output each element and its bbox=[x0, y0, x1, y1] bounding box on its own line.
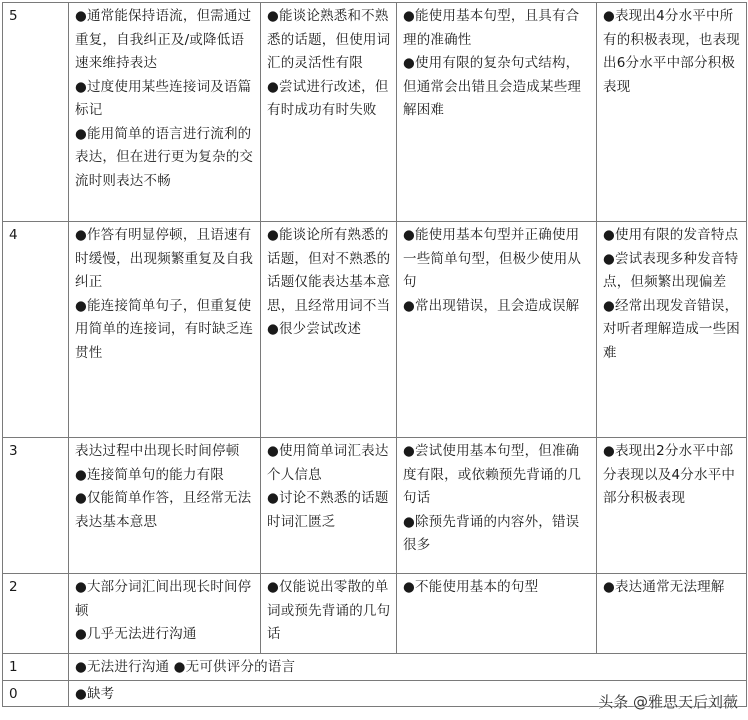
rubric-row-band-3 bbox=[3, 438, 747, 574]
descriptor-grammatical-range bbox=[397, 3, 597, 222]
descriptor-grammatical-range bbox=[397, 574, 597, 654]
rubric-row-band-4 bbox=[3, 222, 747, 438]
rubric-body bbox=[3, 3, 747, 707]
rubric-row-band-1 bbox=[3, 654, 747, 681]
descriptor-point: ●除预先背诵的内容外，错误很多 bbox=[403, 513, 580, 553]
band-score: 5 bbox=[3, 3, 69, 222]
descriptor-point: ●连接简单句的能力有限 bbox=[75, 466, 224, 483]
descriptor-point: ●能用简单的语言进行流利的表达，但在进行更为复杂的交流时则表达不畅 bbox=[75, 125, 254, 189]
band-descriptor-merged: ●无法进行沟通 ●无可供评分的语言 bbox=[69, 654, 747, 681]
band-score: 3 bbox=[3, 438, 69, 574]
descriptor-point: ●尝试进行改述，但有时成功有时失败 bbox=[267, 78, 389, 118]
descriptor-point: ●尝试表现多种发音特点，但频繁出现偏差 bbox=[603, 250, 739, 290]
band-score: 0 bbox=[3, 680, 69, 707]
descriptor-point: ●过度使用某些连接词及语篇标记 bbox=[75, 78, 252, 118]
descriptor-point: ●能使用基本句型，且具有合理的准确性 bbox=[403, 8, 580, 48]
descriptor-point: ●能谈论所有熟悉的话题，但对不熟悉的话题仅能表达基本意思，且经常用词不当 bbox=[267, 227, 391, 314]
descriptor-fluency-coherence bbox=[69, 438, 261, 574]
descriptor-pronunciation bbox=[597, 574, 747, 654]
descriptor-lexical-resource bbox=[261, 438, 397, 574]
descriptor-point: ●能使用基本句型并正确使用一些简单句型，但极少使用从句 bbox=[403, 227, 582, 290]
descriptor-point: ●经常出现发音错误，对听者理解造成一些困难 bbox=[603, 297, 740, 361]
descriptor-fluency-coherence bbox=[69, 222, 261, 438]
descriptor-grammatical-range bbox=[397, 222, 597, 438]
descriptor-point: ●尝试使用基本句型，但准确度有限，或依赖预先背诵的几句话 bbox=[403, 443, 582, 506]
descriptor-point: ●几乎无法进行沟通 bbox=[75, 626, 197, 642]
rubric-row-band-2 bbox=[3, 574, 747, 654]
descriptor-pronunciation bbox=[597, 222, 747, 438]
band-score: 2 bbox=[3, 574, 69, 654]
descriptor-point: ●能谈论熟悉和不熟悉的话题，但使用词汇的灵活性有限 bbox=[267, 8, 391, 71]
descriptor-point: ●仅能说出零散的单词或预先背诵的几句话 bbox=[267, 579, 391, 642]
descriptor-fluency-coherence bbox=[69, 3, 261, 222]
descriptor-point: ●大部分词汇间出现长时间停顿 bbox=[75, 579, 252, 619]
band-score: 1 bbox=[3, 654, 69, 681]
band-descriptor-merged: ●缺考 bbox=[69, 680, 747, 707]
descriptor-grammatical-range bbox=[397, 438, 597, 574]
descriptor-point: ●作答有明显停顿，且语速有时缓慢，出现频繁重复及自我纠正 bbox=[75, 227, 254, 290]
descriptor-point: ●不能使用基本的句型 bbox=[403, 579, 539, 595]
descriptor-point: ●使用有限的复杂句式结构，但通常会出错且会造成某些理解困难 bbox=[403, 55, 582, 118]
descriptor-pronunciation bbox=[597, 438, 747, 574]
descriptor-point: ●很少尝试改述 bbox=[267, 321, 362, 337]
descriptor-point: ●常出现错误，且会造成误解 bbox=[403, 297, 580, 314]
descriptor-point: 表达过程中出现长时间停顿 bbox=[75, 443, 240, 459]
scoring-rubric-table bbox=[2, 2, 747, 707]
descriptor-fluency-coherence bbox=[69, 574, 261, 654]
descriptor-lexical-resource bbox=[261, 574, 397, 654]
descriptor-pronunciation bbox=[597, 3, 747, 222]
descriptor-point: ●表达通常无法理解 bbox=[603, 579, 725, 595]
descriptor-point: ●表现出4分水平中所有的积极表现，也表现出6分水平中部分积极表现 bbox=[603, 8, 740, 95]
descriptor-point: ●使用有限的发音特点 bbox=[603, 227, 739, 243]
descriptor-point: ●仅能简单作答，且经常无法表达基本意思 bbox=[75, 490, 252, 530]
descriptor-point: ●能连接简单句子，但重复使用简单的连接词，有时缺乏连贯性 bbox=[75, 297, 254, 361]
descriptor-point: ●使用简单词汇表达个人信息 bbox=[267, 443, 389, 483]
descriptor-point: ●表现出2分水平中部分表现以及4分水平中部分积极表现 bbox=[603, 443, 736, 506]
band-score: 4 bbox=[3, 222, 69, 438]
descriptor-point: ●讨论不熟悉的话题时词汇匮乏 bbox=[267, 490, 389, 530]
rubric-row-band-5 bbox=[3, 3, 747, 222]
descriptor-point: ●通常能保持语流，但需通过重复，自我纠正及/或降低语速来维持表达 bbox=[75, 8, 252, 71]
descriptor-lexical-resource bbox=[261, 3, 397, 222]
watermark: 头条 @雅思天后刘薇 bbox=[598, 693, 738, 711]
descriptor-lexical-resource bbox=[261, 222, 397, 438]
